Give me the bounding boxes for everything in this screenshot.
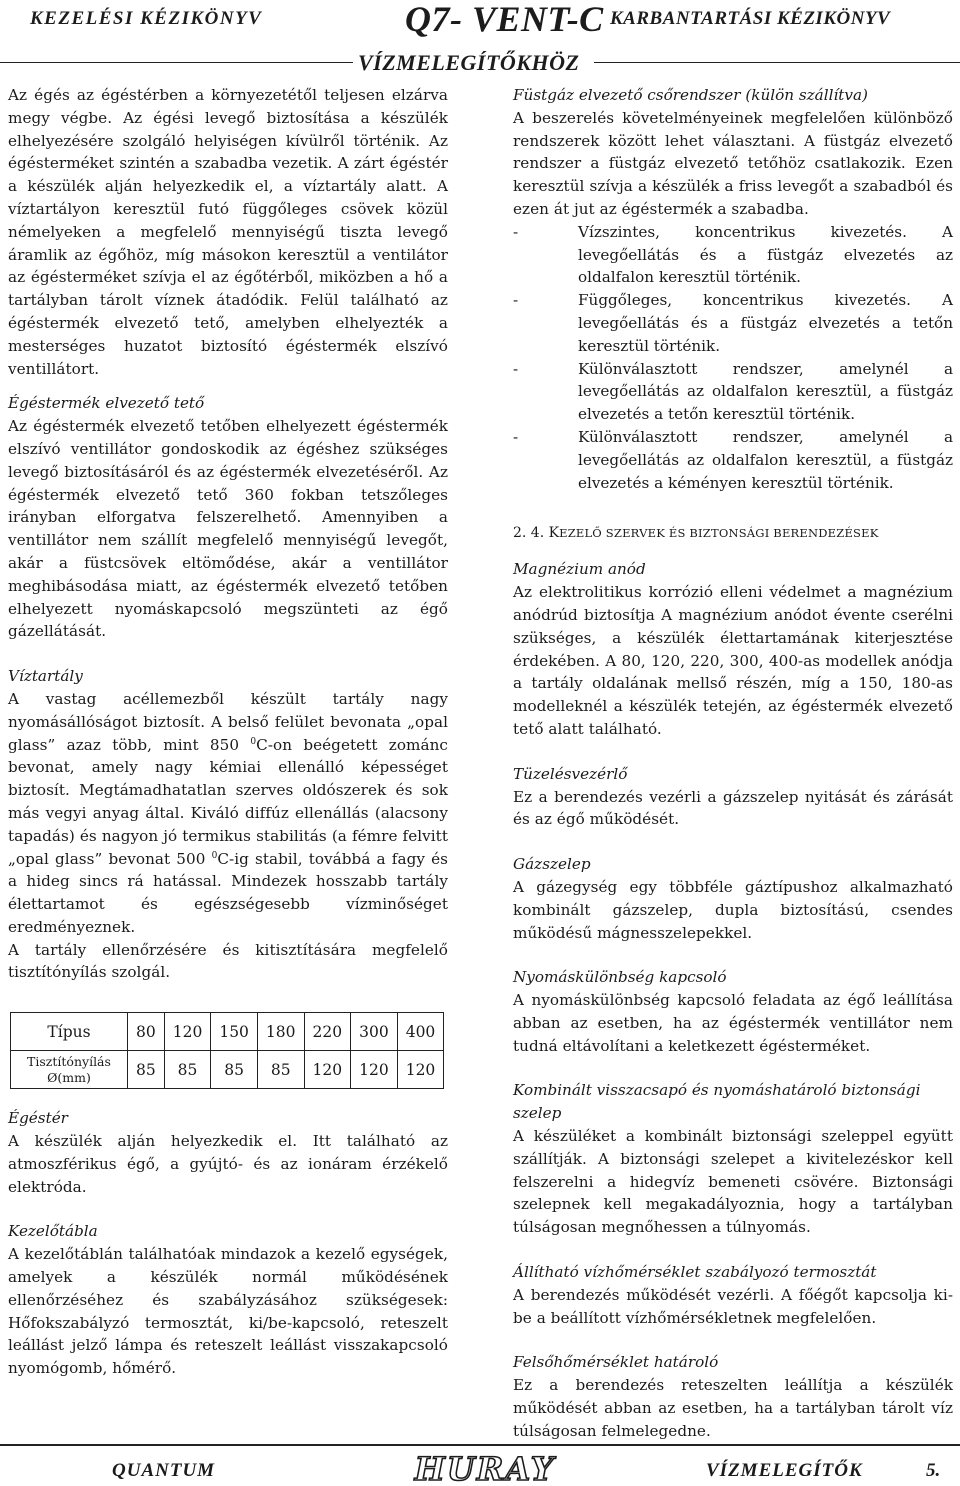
- pressure-switch-paragraph: A nyomáskülönbség kapcsoló feladata az égő leállítása abban az esetben, ha az égéstermék ventillátor nem tudná eltávolítani a keletkezett égésterméket.: [513, 991, 953, 1055]
- intro-paragraph: Az égés az égéstérben a környezetétől teljesen elzárva megy végbe. Az égési levegő biztosítása a készülék elhelyezésére szolgáló helyiségen kívülről történik. Az égésterméket szintén a szabadba vezetik. A zárt égéstér a készülék alján helyezkedik el, a víztartály alatt. A víztartályon keresztül futó függőleges csövek közül némelyeken a megfelelő mennyiségű tiszta levegő áramlik az égőhöz, míg másokon keresztül a ventilátor az égésterméket szívja el az égőtérből, miközben a hő a tartályban tárolt víznek átadódik. Felül található az égéstermék elvezető tető, amelyben elhelyezték a mesterséges huzatot biztosító égéstermék elszívó ventillátort.: [8, 86, 448, 378]
- control-panel-paragraph: A kezelőtáblán találhatóak mindazok a kezelő egységek, amelyek a készülék normál működésének ellenőrzéséhez és szabályzásához szükségesek: Hőfokszabályzó termosztát, ki/be-kapcsoló, reteszelt leállást jelző lámpa és reteszelt leállást visszakapcsoló nyomógomb, hőmérő.: [8, 1245, 448, 1378]
- table-cell: 85: [211, 1051, 258, 1089]
- water-tank-text-a: A vastag acéllemezből készült tartály nagy nyomásállóságot biztosít. A belső felület bevonata „opal glass” azaz több, mint 850: [8, 689, 448, 754]
- flue-system-paragraph: A beszerelés követelményeinek megfelelően különböző rendszerek között lehet választani. A füstgáz elvezető rendszer a füstgáz elvezető tetőhöz csatlakozik. Ezen keresztül szívja a készülék a friss levegőt a szabadból és ezen át jut az égéstermék a szabadba.: [513, 108, 953, 218]
- section-heading-controls-safety: [513, 522, 953, 544]
- section-heading-thermostat: Állítható vízhőmérséklet szabályozó termosztát: [513, 1263, 877, 1282]
- page-header: [0, 0, 960, 78]
- section-number: 2. 4.: [513, 525, 549, 542]
- gas-valve-paragraph: A gázegység egy többféle gáztípushoz alkalmazható kombinált gázszelep, dupla biztosítású, csendes működésű mágnesszelepekkel.: [513, 877, 953, 942]
- header-subtitle-row: [0, 50, 960, 74]
- logo-wordmark: HURAY: [414, 1450, 556, 1486]
- list-item-text: Különválasztott rendszer, amelynél a levegőellátás az oldalfalon keresztül, a füstgáz elvezetés a tetőn keresztül történik.: [578, 359, 953, 424]
- section-heading-high-limit: Felsőhőmérséklet határoló: [513, 1353, 719, 1372]
- degree-sup-2: 0: [211, 850, 218, 861]
- table-row: [11, 1013, 444, 1051]
- header-rule-right: [594, 62, 960, 63]
- dash-marker: -: [513, 291, 519, 310]
- table-cell: 150: [211, 1013, 258, 1051]
- section-initial: K: [548, 525, 560, 542]
- water-tank-paragraph: [8, 688, 448, 939]
- table-cell: 85: [257, 1051, 304, 1089]
- table-row-label: [11, 1051, 128, 1089]
- page-footer: [0, 1444, 960, 1486]
- water-tank-text-c: C-ig stabil, továbbá a fagy és a hideg sincs rá hatással. Mindezek hosszabb tartály élettartamot és egészségesebb vízminőséget eredményeznek.: [8, 849, 448, 936]
- list-item-text: Függőleges, koncentrikus kivezetés. A levegőellátás és a füstgáz elvezetés a tetőn keresztül történik.: [578, 291, 953, 355]
- table-cell: 300: [351, 1013, 398, 1051]
- section-heading-firing-control: Tüzelésvezérlő: [513, 764, 628, 783]
- left-column: [8, 84, 448, 1380]
- section-heading-combustion-chamber: Égéstér: [8, 1109, 68, 1128]
- table-cell: 85: [164, 1051, 211, 1089]
- table-cell: 120: [304, 1051, 351, 1089]
- list-item-text: Különválasztott rendszer, amelynél a levegőellátás az oldalfalon keresztül, a füstgáz elvezetés a kéményen keresztül történik.: [578, 427, 953, 492]
- dash-marker: -: [513, 427, 519, 446]
- list-item: [513, 358, 953, 426]
- table-cell: 220: [304, 1013, 351, 1051]
- table-cell: 400: [397, 1013, 444, 1051]
- dash-marker: -: [513, 222, 519, 241]
- table-cell: 80: [128, 1013, 165, 1051]
- cleaning-opening-table: [10, 1012, 444, 1089]
- magnesium-anode-paragraph: Az elektrolitikus korrózió elleni védelmet a magnézium anódrúd biztosítja A magnézium anódot évente cserélni szükséges, a készülék élettartamának kiterjesztése érdekében. A 80, 120, 220, 300, 400-as modellek anódja a tartály oldalának mellső részén, míg a 150, 180-as modelleknél a készülék tetején, az égéstermék elvezető tető alatt található.: [513, 583, 953, 738]
- flue-options-list: [513, 221, 953, 495]
- section-heading-flue-system: Füstgáz elvezető csőrendszer (külön szállítva): [513, 86, 868, 104]
- header-left-title: KEZELÉSI KÉZIKÖNYV: [30, 8, 263, 29]
- table-cell: 180: [257, 1013, 304, 1051]
- list-item: [513, 426, 953, 494]
- table-label-line-2: Ø(mm): [47, 1069, 91, 1085]
- section-heading-water-tank: Víztartály: [8, 667, 83, 686]
- table-cell: 120: [164, 1013, 211, 1051]
- dash-marker: -: [513, 359, 519, 378]
- water-tank-cleaning-paragraph: A tartály ellenőrzésére és kitisztítására megfelelő tisztítónyílás szolgál.: [8, 940, 448, 982]
- footer-rule: [0, 1444, 960, 1446]
- safety-valve-paragraph: A készüléket a kombinált biztonsági szeleppel együtt szállítják. A biztonsági szelepet a kivitelezéskor kell felszerelni a hidegvíz bemeneti csövére. Biztonsági szelepnek kell megakadályoznia, hogy a tartályban túlságosan megnőhessen a túlnyomás.: [513, 1127, 953, 1237]
- table-label-line-1: Tisztítónyílás: [27, 1053, 111, 1069]
- list-item: [513, 221, 953, 289]
- section-heading-magnesium-anode: Magnézium anód: [513, 560, 646, 579]
- right-column: [513, 84, 953, 1443]
- firing-control-paragraph: Ez a berendezés vezérli a gázszelep nyitását és zárását és az égő működését.: [513, 787, 953, 829]
- footer-product: VÍZMELEGÍTŐK: [706, 1460, 863, 1481]
- high-limit-paragraph: Ez a berendezés reteszelten leállítja a készülék működését abban az esetben, ha a tartályban tárolt víz túlságosan felmelegedne.: [513, 1376, 953, 1440]
- section-heading-safety-valve: Kombinált visszacsapó és nyomáshatároló biztonsági szelep: [513, 1081, 921, 1123]
- table-cell: 120: [351, 1051, 398, 1089]
- footer-brand: QUANTUM: [112, 1460, 216, 1481]
- list-item-text: Vízszintes, koncentrikus kivezetés. A levegőellátás és a füstgáz elvezetés az oldalfalon keresztül történik.: [578, 222, 953, 287]
- section-heading-control-panel: Kezelőtábla: [8, 1222, 98, 1241]
- degree-sup-1: 0: [250, 736, 257, 747]
- section-heading-pressure-switch: Nyomáskülönbség kapcsoló: [513, 968, 727, 987]
- header-right-title: KARBANTARTÁSI KÉZIKÖNYV: [610, 8, 891, 29]
- section-heading-flue-hood: Égéstermék elvezető tető: [8, 394, 205, 413]
- list-item: [513, 289, 953, 357]
- header-model-title: Q7- VENT-C: [405, 0, 604, 39]
- combustion-chamber-paragraph: A készülék alján helyezkedik el. Itt található az atmoszférikus égő, a gyújtó- és az ionáram érzékelő elektróda.: [8, 1132, 448, 1196]
- huray-logo: [395, 1450, 575, 1486]
- table-row: [11, 1051, 444, 1089]
- table-cell: 120: [397, 1051, 444, 1089]
- table-cell: 85: [128, 1051, 165, 1089]
- header-subtitle: VÍZMELEGÍTŐKHÖZ: [358, 50, 580, 75]
- page-number: 5.: [926, 1460, 941, 1481]
- table-row-label: Típus: [11, 1013, 128, 1051]
- water-tank-text-b: C-on beégetett zománc bevonat, amely nagy kémiai ellenálló képességet biztosít. Megtámadhatatlan szerves oldószerek és sok más vegyi anyag által. Kiváló diffúz ellenállás (alacsony tapadás) és nagyon jó termikus stabilitás (a fémre felvitt „opal glass” bevonat 500: [8, 735, 448, 868]
- section-heading-gas-valve: Gázszelep: [513, 855, 591, 874]
- section-title-rest: EZELŐ SZERVEK ÉS BIZTONSÁGI BERENDEZÉSEK: [559, 526, 879, 541]
- header-rule-left: [0, 62, 353, 63]
- flue-hood-paragraph: Az égéstermék elvezető tetőben elhelyezett égéstermék elszívó ventillátor gondoskodik az égéshez szükséges levegő biztosításáról és az égéstermék elvezetéséről. Az égéstermék elvezető tető 360 fokban tetszőleges irányban elforgatva felszerelhető. Amennyiben a ventillátor nem szállít megfelelő mennyiségű levegőt, akár a füstcsövek eltömődése, akár a ventillátor meghibásodása miatt, az égéstermék elvezető tetőben elhelyezett nyomáskapcsoló megszünteti az égő gázellátását.: [8, 417, 448, 641]
- thermostat-paragraph: A berendezés működését vezérli. A főégőt kapcsolja ki-be a beállított vízhőmérsékletnek megfelelően.: [513, 1285, 953, 1327]
